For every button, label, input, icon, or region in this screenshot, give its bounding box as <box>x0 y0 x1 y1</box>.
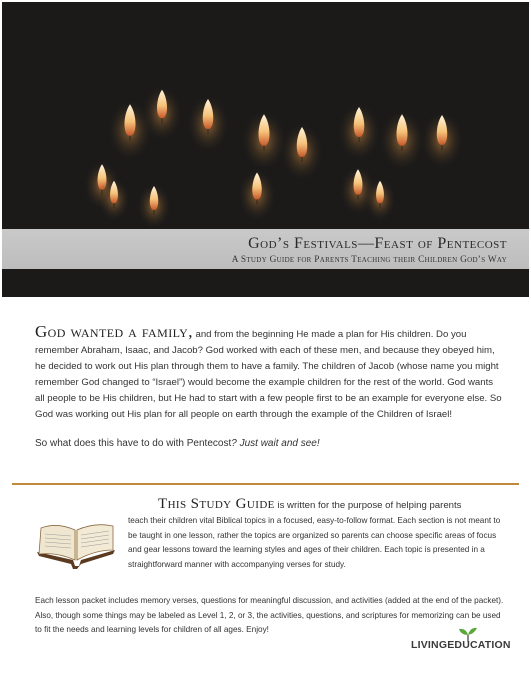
pentecost-question <box>35 438 320 449</box>
question-text: So what does this have to do with Pentecost <box>35 438 232 449</box>
document-subtitle: A Study Guide for Parents Teaching their Children God’s Way <box>231 255 507 265</box>
document-title: God’s Festivals—Feast of Pentecost <box>248 235 507 252</box>
open-book-icon <box>33 514 119 575</box>
living-education-logo <box>411 628 511 652</box>
intro-section <box>35 324 503 422</box>
intro-body: and from the beginning He made a plan for His children. Do you remember Abraham, Isaac, and Jacob? God worked with each of these men, and because they obeyed him, he decided to work out His plan through them to have a family. The children of Jacob (whose name you might remember God changed to “Israel”) would become the example children for the rest of the world. God wants all people to be His children, but He had to start with a few people first to be an example for everyone else. So God was working out His plan for all people on earth through the example of the Children of Israel! <box>35 329 502 420</box>
title-banner <box>2 229 529 269</box>
lesson-packet-paragraph: Each lesson packet includes memory verses, questions for meaningful discussion, and activities (added at the end of the packet). Also, though some things may be labeled as Level 1, 2, or 3, the activities, questions, and scriptures for memorizing can be used to fit the needs and learning levels for children of all ages. Enjoy! <box>35 596 504 634</box>
question-italic: ? Just wait and see! <box>231 438 320 449</box>
logo-text-education: EDUCATION <box>447 639 511 651</box>
study-guide-heading <box>158 497 508 513</box>
study-guide-paragraph: teach their children vital Biblical topics in a focused, easy-to-follow format. Each section is not meant to be taught in one lesson, rather the topics are organized so parents can choose specific areas of focus and gear lessons toward the learning styles and ages of their children. Each topic is presented in a straightforward manner with accompanying verses for study. <box>128 516 501 569</box>
study-guide-lead: This Study Guide <box>158 496 275 512</box>
logo-text-living: LIVING <box>411 639 448 651</box>
intro-lead: God wanted a family, <box>35 322 193 341</box>
study-guide-lead-rest: is written for the purpose of helping parents <box>274 500 462 511</box>
intro-paragraph <box>35 324 503 422</box>
section-divider <box>12 483 519 485</box>
